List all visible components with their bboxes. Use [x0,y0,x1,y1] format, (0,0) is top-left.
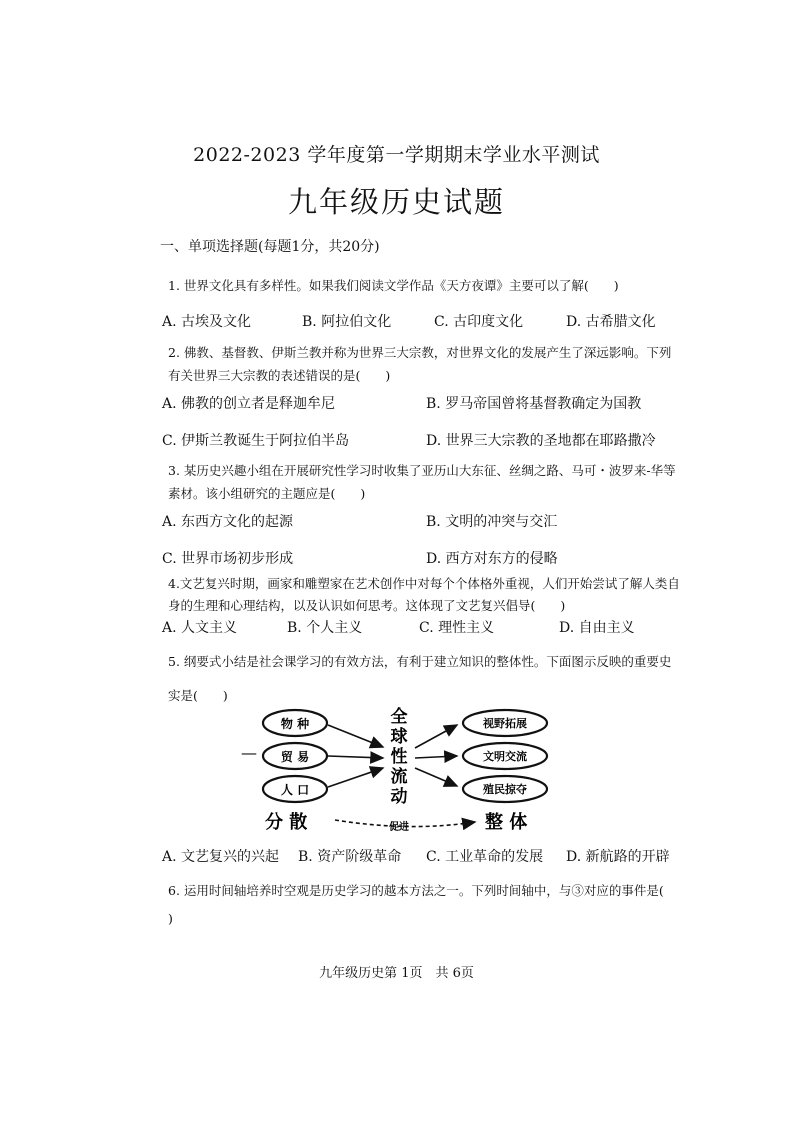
question-1-stem: 1. 世界文化具有多样性。如果我们阅读文学作品《天方夜谭》主要可以了解( ) [168,278,619,293]
exam-subject-title: 九年级历史试题 [287,185,505,219]
bottom-center-label: 促进 [389,822,409,833]
arrow-out-2 [415,756,457,758]
arrow-in-1 [328,725,383,747]
q4-option-c: C. 理性主义 [419,620,495,636]
question-6-stem: ) [168,911,173,926]
q2-option-b: B. 罗马帝国曾将基督教确定为国教 [426,396,642,412]
question-4-stem: 身的生理和心理结构，以及认识如何思考。这体现了文艺复兴倡导( ) [168,598,566,613]
left-item-species: 物 种 [280,717,310,731]
arrow-out-1 [415,725,457,748]
center-label-char: 动 [390,787,408,807]
q3-option-c: C. 世界市场初步形成 [162,551,294,567]
center-label-char: 流 [390,767,408,787]
left-item-trade: 贸 易 [280,750,310,764]
q5-option-b: B. 资产阶级革命 [298,849,402,865]
arrow-out-3 [415,768,457,786]
q3-option-d: D. 西方对东方的侵略 [426,551,558,567]
q2-option-d: D. 世界三大宗教的圣地都在耶路撒冷 [426,433,656,449]
question-2-stem: 有关世界三大宗教的表述错误的是( ) [168,368,391,383]
center-label-char: 球 [390,727,408,747]
q3-option-a: A. 东西方文化的起源 [162,514,294,530]
q3-option-b: B. 文明的冲突与交汇 [426,514,558,530]
page-footer: 九年级历史第 1页 共 6页 [319,966,474,981]
exam-title-line: 2022-2023 学年度第一学期期末学业水平测试 [193,144,600,166]
question-4-stem: 4.文艺复兴时期，画家和雕塑家在艺术创作中对每个个体格外重视，人们开始尝试了解人类自 [168,576,680,591]
q2-option-c: C. 伊斯兰教诞生于阿拉伯半岛 [162,433,350,449]
right-item-plunder: 殖民掠夺 [483,783,527,796]
question-5-stem: 5. 纲要式小结是社会课学习的有效方法，有利于建立知识的整体性。下面图示反映的重要史 [168,654,672,669]
bottom-right-label: 整 体 [485,812,528,833]
q4-option-b: B. 个人主义 [287,620,363,636]
question-2-stem: 2. 佛教、基督教、伊斯兰教并称为世界三大宗教，对世界文化的发展产生了深远影响。下列 [168,345,672,360]
side-dash: — [241,743,257,762]
global-flow-diagram [235,700,565,838]
q5-option-c: C. 工业革命的发展 [426,849,544,865]
arrow-in-2 [328,756,383,758]
right-item-horizon: 视野拓展 [483,717,527,730]
q1-option-c: C. 古印度文化 [434,314,524,330]
center-label-char: 全 [390,707,408,727]
q5-option-a: A. 文艺复兴的兴起 [162,849,280,865]
center-label-char: 性 [390,747,408,767]
left-item-population: 人 口 [280,783,310,797]
q4-option-d: D. 自由主义 [559,620,635,636]
q5-option-d: D. 新航路的开辟 [566,849,670,865]
question-3-stem: 素材。该小组研究的主题应是( ) [168,486,366,501]
q1-option-b: B. 阿拉伯文化 [302,314,392,330]
question-5-stem: 实是( ) [168,688,228,703]
question-3-stem: 3. 某历史兴趣小组在开展研究性学习时收集了亚历山大东征、丝绸之路、马可・波罗来-华等 [168,463,676,478]
arrow-in-3 [328,768,383,787]
q1-option-d: D. 古希腊文化 [566,314,656,330]
section-heading: 一、单项选择题(每题1分，共20分) [160,239,380,255]
q2-option-a: A. 佛教的创立者是释迦牟尼 [162,396,336,412]
right-item-exchange: 文明交流 [483,750,527,763]
q4-option-a: A. 人文主义 [162,620,238,636]
q1-option-a: A. 古埃及文化 [162,314,252,330]
question-6-stem: 6. 运用时间轴培养时空观是历史学习的越本方法之一。下列时间轴中，与③对应的事件是( [168,883,664,898]
bottom-left-label: 分 散 [265,812,308,833]
